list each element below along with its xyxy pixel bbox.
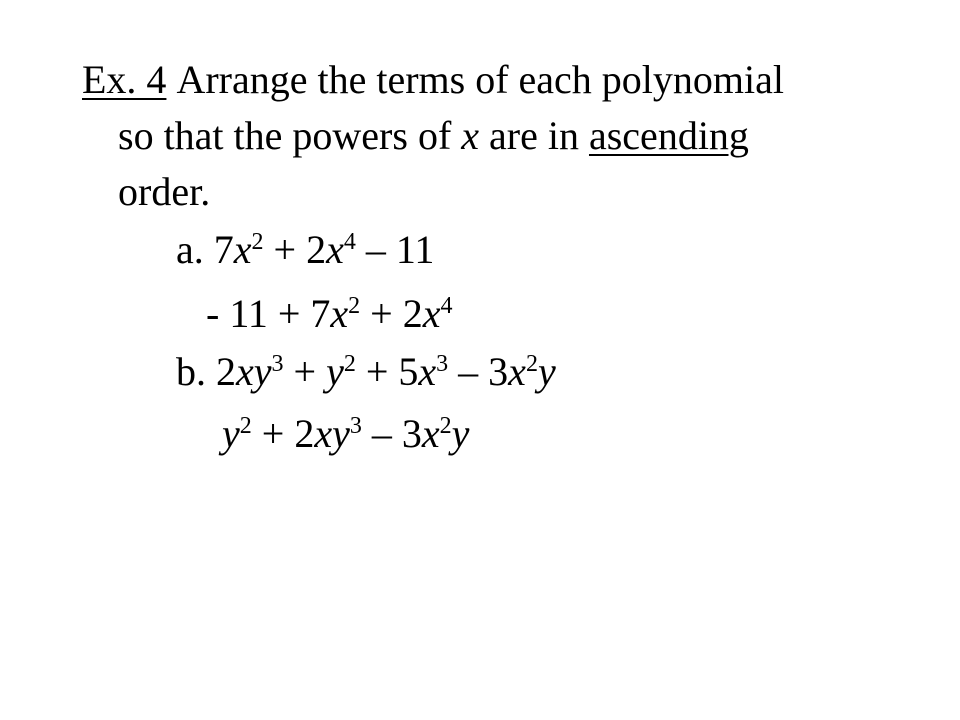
- part-b-problem: b. $2xy^3 + y^2 + 5x^3 - 3x^2y$: [176, 349, 556, 394]
- instruction-text-2: so that the powers of: [118, 113, 462, 158]
- exercise-heading-line-3: [118, 168, 210, 216]
- exercise-heading-line-1: [82, 56, 784, 104]
- instruction-text-1: Arrange the terms of each polynomial: [176, 57, 784, 102]
- instruction-text-3: are in: [479, 113, 589, 158]
- part-a-marker: a.: [176, 227, 204, 272]
- part-b-answer: $y^2 + 2xy^3 - 3x^2y$: [222, 411, 470, 456]
- exercise-label: Ex. 4: [82, 57, 167, 102]
- exercise-heading-line-2: [118, 112, 749, 160]
- part-a-answer: - $11 + 7x^2 + 2x^4$: [206, 291, 453, 336]
- instruction-variable: x: [461, 113, 480, 158]
- instruction-text-4: order.: [118, 169, 211, 214]
- part-a-problem: a. $7x^2 + 2x^4 - 11$: [176, 227, 435, 272]
- part-b-marker: b.: [176, 349, 206, 394]
- instruction-emphasis: ascending: [588, 113, 749, 158]
